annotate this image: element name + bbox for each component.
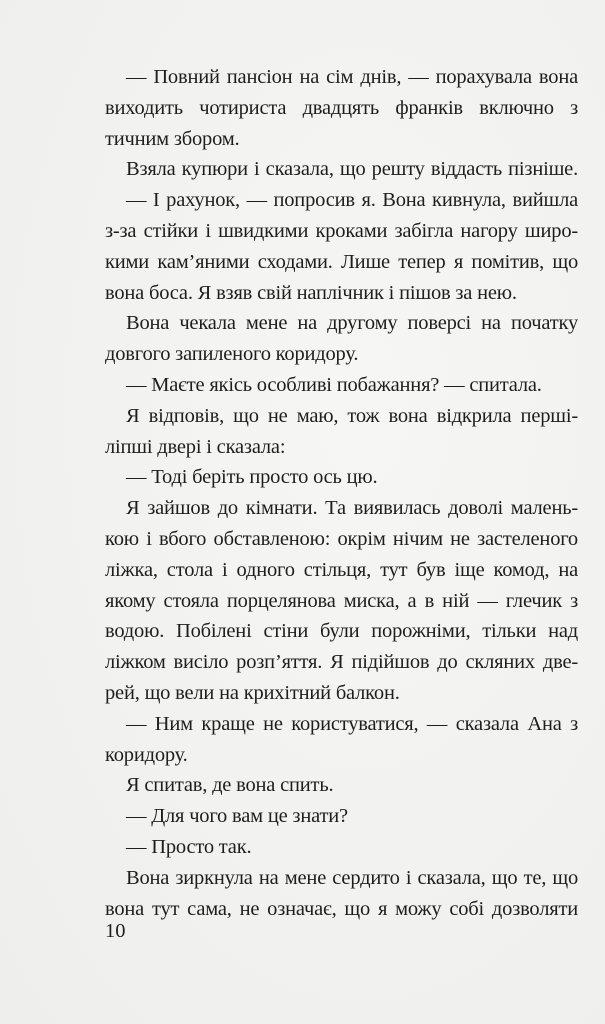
text-line: довгого запиленого коридору. [105, 343, 359, 366]
text-line: кою і вбого обставленою: окрім нічим не застеленого [105, 527, 578, 550]
text-line: — Просто так. [126, 835, 252, 858]
text-line: Я відповів, що не маю, тож вона відкрила перші- [126, 404, 578, 427]
body-text [105, 62, 578, 924]
text-line: ліжком висіло розп’яття. Я підійшов до скляних две- [105, 651, 578, 674]
text-line: водою. Побілені стіни були порожніми, тільки над [105, 620, 578, 643]
text-line: — Маєте якісь особливі побажання? — спитала. [126, 373, 542, 396]
text-line: — Ним краще не користуватися, — сказала Ана з [126, 712, 578, 735]
text-line: коридору. [105, 743, 188, 766]
text-line: — Тоді беріть просто ось цю. [126, 466, 378, 489]
text-line: з-за стійки і швидкими кроками забігла нагору широ- [105, 219, 578, 242]
text-line: ліжка, стола і одного стільця, тут був іще комод, на [105, 558, 578, 581]
text-line: Я зайшов до кімнати. Та виявилась доволі малень- [126, 497, 578, 520]
text-line: — Повний пансіон на сім днів, — порахувала вона [126, 66, 578, 88]
text-line: виходить чотириста двадцять франків включно з [105, 96, 578, 119]
text-line: рей, що вели на крихітний балкон. [105, 681, 400, 704]
text-line: — Для чого вам це знати? [126, 805, 348, 828]
text-line: вона тут сама, не означає, що я можу собі дозволяти [105, 897, 578, 920]
page-number: 10 [105, 920, 126, 942]
text-line: Вона зиркнула на мене сердито і сказала, що те, що [126, 866, 578, 889]
text-line: якому стояла порцелянова миска, а в ній — глечик з [105, 589, 578, 612]
text-line: ліпші двері і сказала: [105, 435, 286, 458]
text-line: — І рахунок, — попросив я. Вона кивнула, вийшла [126, 189, 578, 212]
text-line: кими кам’яними сходами. Лише тепер я помітив, що [105, 250, 578, 273]
text-line: Вона чекала мене на другому поверсі на початку [126, 312, 578, 335]
text-line: тичним збором. [105, 127, 240, 150]
text-line: вона боса. Я взяв свій наплічник і пішов за нею. [105, 281, 517, 304]
text-line: Я спитав, де вона спить. [126, 774, 334, 797]
text-line: Взяла купюри і сказала, що решту віддасть пізніше. [126, 158, 578, 181]
